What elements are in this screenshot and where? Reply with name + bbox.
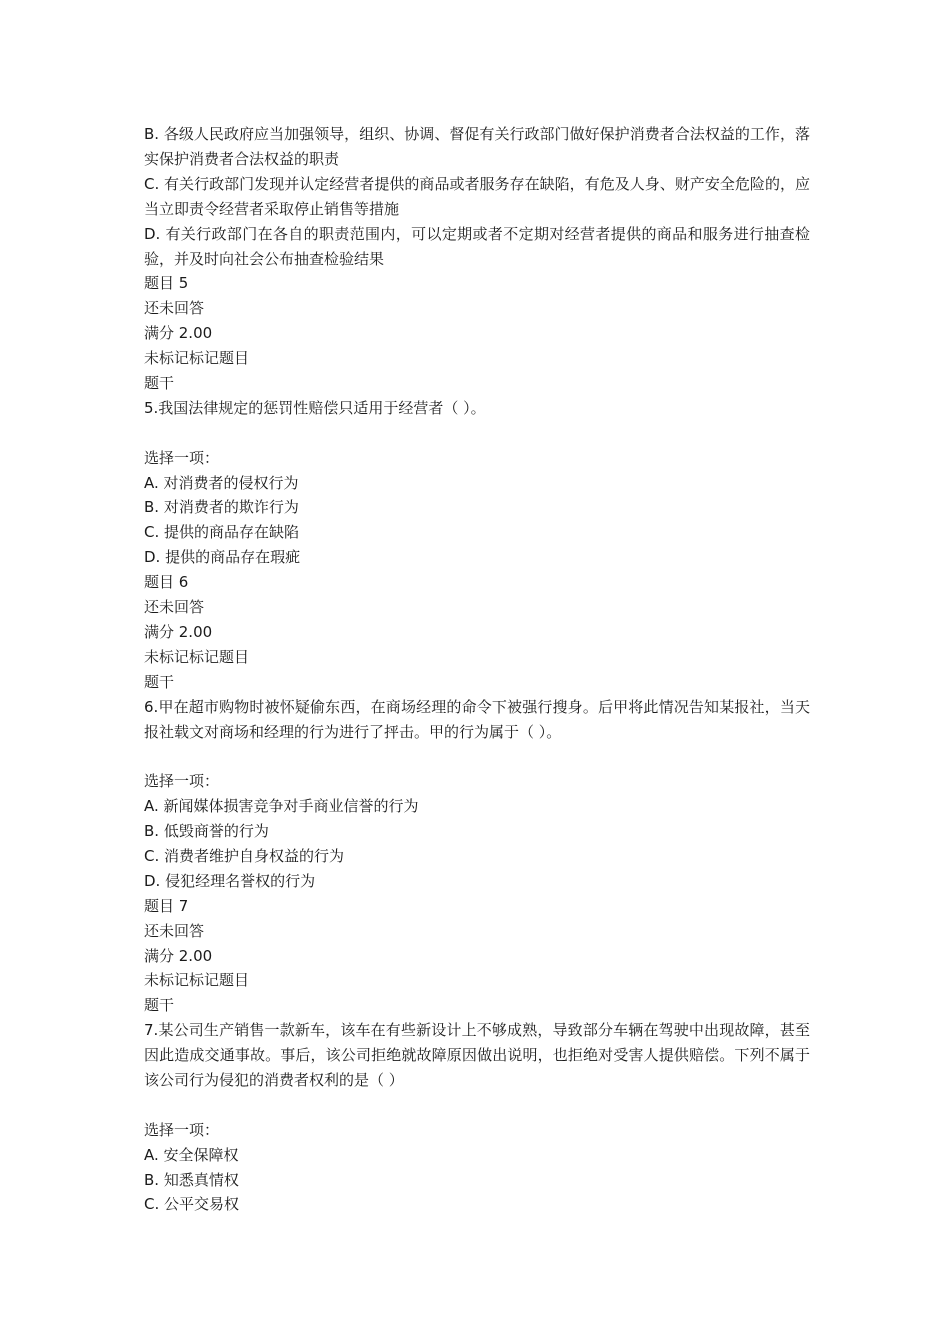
- prev-option-b: B. 各级人民政府应当加强领导，组织、协调、督促有关行政部门做好保护消费者合法权益的工作，落实保护消费者合法权益的职责: [144, 125, 810, 168]
- flag-question-link[interactable]: 未标记标记题目: [144, 349, 250, 368]
- option-a[interactable]: A. 安全保障权: [144, 1145, 239, 1164]
- choose-prompt: 选择一项：: [144, 1120, 220, 1139]
- question-number: 题目 6: [144, 573, 189, 592]
- question-number: 题目 7: [144, 896, 189, 915]
- question-stem: 5.我国法律规定的惩罚性赔偿只适用于经营者（ ）。: [144, 398, 486, 417]
- stem-label: 题干: [144, 374, 175, 392]
- question-status: 还未回答: [144, 299, 205, 318]
- flag-question-link[interactable]: 未标记标记题目: [144, 971, 250, 990]
- stem-label: 题干: [144, 672, 175, 691]
- document-content: [144, 122, 810, 1217]
- option-c[interactable]: C. 提供的商品存在缺陷: [144, 523, 300, 542]
- stem-label: 题干: [144, 996, 175, 1015]
- prev-option-c: C. 有关行政部门发现并认定经营者提供的商品或者服务存在缺陷，有危及人身、财产安全危险的，应当立即责令经营者采取停止销售等措施: [144, 174, 810, 218]
- option-c[interactable]: C. 消费者维护自身权益的行为: [144, 846, 345, 865]
- question-block: [144, 271, 810, 570]
- option-d[interactable]: D. 提供的商品存在瑕疵: [144, 548, 301, 567]
- question-block: [144, 894, 810, 1218]
- blank-line: [144, 1093, 810, 1118]
- choose-prompt: 选择一项：: [144, 772, 220, 791]
- option-d[interactable]: D. 侵犯经理名誉权的行为: [144, 871, 316, 890]
- question-stem: 7.某公司生产销售一款新车，该车在有些新设计上不够成熟，导致部分车辆在驾驶中出现故障，甚至因此造成交通事故。事后，该公司拒绝就故障原因做出说明，也拒绝对受害人提供赔偿。下列不属于该公司行为侵犯的消费者权利的是（ ）: [144, 1021, 810, 1090]
- blank-line: [144, 421, 810, 446]
- question-score: 满分 2.00: [144, 946, 213, 965]
- question-score: 满分 2.00: [144, 622, 213, 641]
- flag-question-link[interactable]: 未标记标记题目: [144, 647, 250, 666]
- question-stem: 6.甲在超市购物时被怀疑偷东西，在商场经理的命令下被强行搜身。后甲将此情况告知某报社，当天报社载文对商场和经理的行为进行了抨击。甲的行为属于（ ）。: [144, 697, 810, 741]
- prev-option-d: D. 有关行政部门在各自的职责范围内，可以定期或者不定期对经营者提供的商品和服务进行抽查检验，并及时向社会公布抽查检验结果: [144, 224, 810, 268]
- question-number: 题目 5: [144, 274, 189, 293]
- blank-line: [144, 744, 810, 769]
- question-status: 还未回答: [144, 598, 205, 617]
- option-b[interactable]: B. 低毁商誉的行为: [144, 822, 269, 841]
- option-c[interactable]: C. 公平交易权: [144, 1195, 240, 1214]
- choose-prompt: 选择一项：: [144, 448, 220, 467]
- question-status: 还未回答: [144, 921, 205, 940]
- option-a[interactable]: A. 新闻媒体损害竞争对手商业信誉的行为: [144, 797, 419, 816]
- option-a[interactable]: A. 对消费者的侵权行为: [144, 473, 299, 492]
- option-b[interactable]: B. 知悉真情权: [144, 1170, 239, 1189]
- question-block: [144, 570, 810, 894]
- question-score: 满分 2.00: [144, 324, 213, 343]
- option-b[interactable]: B. 对消费者的欺诈行为: [144, 498, 299, 517]
